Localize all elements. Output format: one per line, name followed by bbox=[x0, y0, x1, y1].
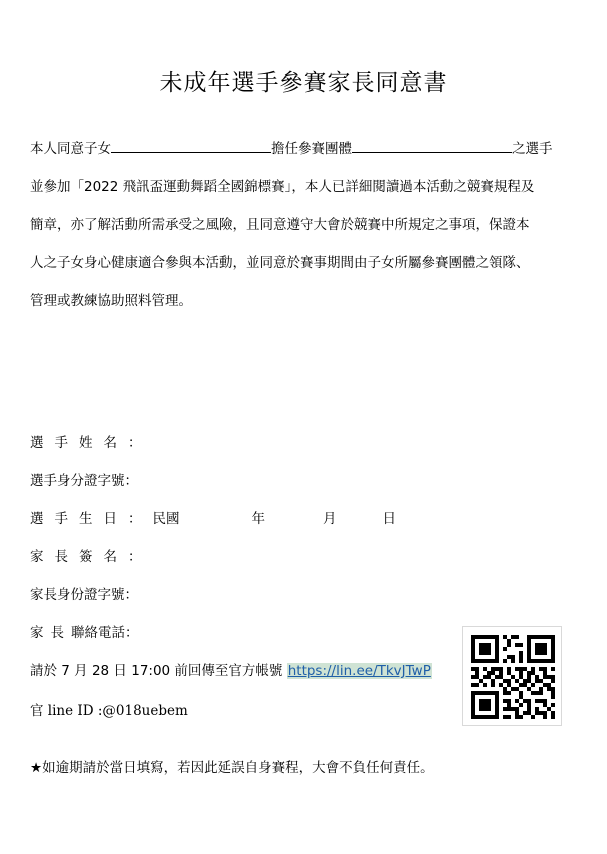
birthday-era: 民國 bbox=[152, 511, 180, 527]
consent-line-4: 人之子女身心健康適合參與本活動，並同意於賽事期間由子女所屬參賽團體之領隊、 bbox=[30, 255, 530, 271]
consent-mid: 擔任參賽團體 bbox=[271, 141, 352, 157]
parent-id-label: 家長身份證字號： bbox=[30, 587, 138, 603]
qr-code-icon bbox=[462, 626, 562, 726]
parent-signature-label: 家長簽名： bbox=[30, 549, 153, 565]
consent-line-1 bbox=[30, 140, 575, 157]
birthday-day: 日 bbox=[382, 511, 396, 527]
submission-text: 請於 7 月 28 日 17:00 前回傳至官方帳號 bbox=[30, 663, 283, 679]
birthday-year: 年 bbox=[251, 511, 265, 527]
line-id: 官 line ID :@018uebem bbox=[30, 703, 188, 719]
parent-phone-label-b: 聯絡電話： bbox=[71, 625, 139, 641]
consent-line-3: 簡章，亦了解活動所需承受之風險，且同意遵守大會於競賽中所規定之事項，保證本 bbox=[30, 217, 530, 233]
consent-line-2: 並參加「2022 飛訊盃運動舞蹈全國錦標賽」，本人已詳細閱讀過本活動之競賽規程及 bbox=[30, 179, 535, 195]
athlete-name-label: 選手姓名： bbox=[30, 435, 153, 451]
birthday-month: 月 bbox=[323, 511, 337, 527]
athlete-id-label: 選手身分證字號： bbox=[30, 473, 138, 489]
birthday-label: 選手生日： bbox=[30, 511, 153, 527]
team-name-blank[interactable] bbox=[352, 140, 512, 153]
deadline-notice: ★如逾期請於當日填寫，若因此延誤自身賽程，大會不負任何責任。 bbox=[30, 760, 434, 776]
qr-code-graphic bbox=[471, 635, 555, 719]
consent-line-5: 管理或教練協助照料管理。 bbox=[30, 293, 192, 309]
consent-prefix: 本人同意子女 bbox=[30, 141, 111, 157]
official-account-link[interactable]: https://lin.ee/TkvJTwP bbox=[287, 663, 431, 679]
child-name-blank[interactable] bbox=[111, 140, 271, 153]
submission-row bbox=[30, 659, 432, 679]
document-title: 未成年選手參賽家長同意書 bbox=[159, 70, 448, 96]
parent-phone-row bbox=[30, 621, 139, 641]
parent-phone-label-a: 家長 bbox=[30, 625, 71, 641]
athlete-birthday-row bbox=[30, 507, 396, 527]
consent-suffix: 之選手 bbox=[512, 141, 553, 157]
